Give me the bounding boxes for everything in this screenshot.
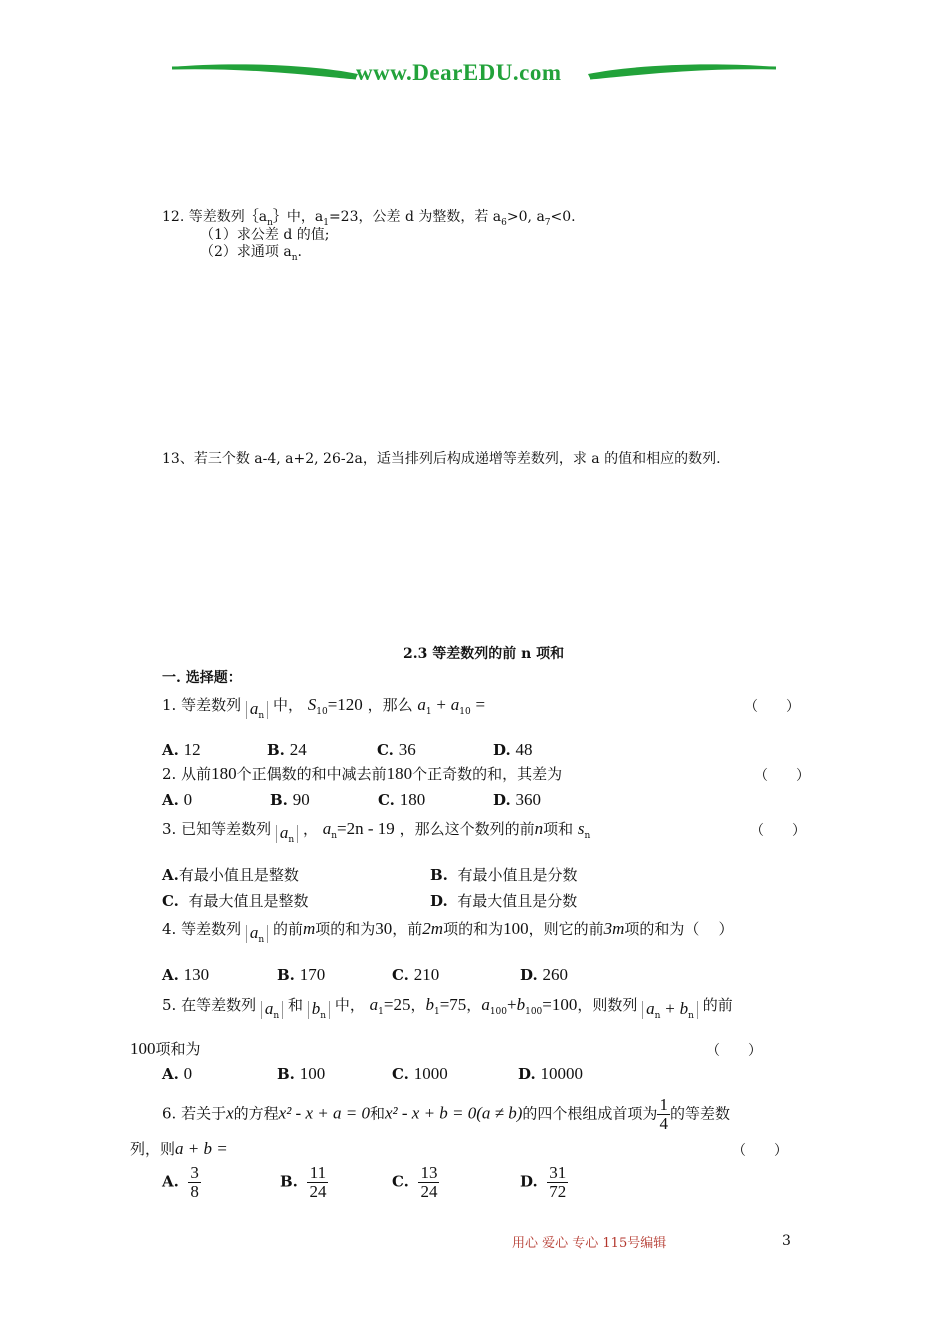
mc2-option-c[interactable]: C. 180 bbox=[378, 790, 426, 809]
question-12: 12. 等差数列$\{a_n\}$中，$a_1=23$，公差 d 为整数，若 $a_6>0$, $a_7<0$. bbox=[162, 209, 576, 228]
footer-slogan: 用心 爱心 专心 115号编辑 bbox=[512, 1236, 667, 1251]
mc4-option-c[interactable]: C. 210 bbox=[392, 965, 440, 984]
mc4-option-b[interactable]: B. 170 bbox=[277, 965, 326, 984]
mc3-option-b[interactable]: B. 有最小值且是分数 bbox=[430, 866, 578, 884]
mc1-option-c[interactable]: C. 36 bbox=[377, 740, 416, 759]
mc5-option-a[interactable]: A. 0 bbox=[162, 1064, 193, 1083]
mc-question-6-line-2: 列，则a + b = bbox=[130, 1139, 228, 1158]
mc5-option-b[interactable]: B. 100 bbox=[277, 1064, 326, 1083]
mc1-option-b[interactable]: B. 24 bbox=[267, 740, 307, 759]
mc6-option-b[interactable]: B. $\frac{11}{24}$ bbox=[280, 1163, 327, 1201]
mc1-option-a[interactable]: A. 12 bbox=[162, 740, 201, 759]
question-12-part-2: （2）求通项 $a_n$. bbox=[200, 244, 302, 263]
answer-paren-3: （ ） bbox=[750, 823, 806, 839]
mc-question-2: 2. 从前180个正偶数的和中减去前180个正奇数的和，其差为 bbox=[162, 764, 563, 783]
mc-question-3: 3. 已知等差数列 $a_n$ ， $a_n=2n - 19$ ，那么这个数列的前n项和 $s_n$ bbox=[162, 819, 591, 845]
mc-question-5-line-2: 100项和为 bbox=[130, 1039, 201, 1058]
mc-question-5: 5. 在等差数列 $a_n$ 和 $b_n$ 中， $a_1=25$，$b_1=75$，$a_{100}+b_{100}=100$，则数列 $a_n + b_n$ 的前 bbox=[162, 995, 733, 1021]
mc-question-6: 6. 若关于x的方程x² - x + a = 0和x² - x + b = 0(a ≠ b)的四个根组成首项为 $\frac{1}{4}$ 的等差数 bbox=[162, 1095, 730, 1133]
mc6-option-d[interactable]: D. $\frac{31}{72}$ bbox=[520, 1163, 567, 1201]
answer-paren-5: （ ） bbox=[706, 1043, 762, 1059]
mc4-option-a[interactable]: A. 130 bbox=[162, 965, 210, 984]
mc6-option-a[interactable]: A. $\frac{3}{8}$ bbox=[162, 1163, 199, 1201]
page-number: 3 bbox=[782, 1233, 791, 1249]
mc-question-4: 4. 等差数列 $a_n$ 的前m项的和为30，前2m项的和为100，则它的前3m项的和为（ ） bbox=[162, 919, 734, 945]
mc1-option-d[interactable]: D. 48 bbox=[493, 740, 533, 759]
mc5-option-d[interactable]: D. 10000 bbox=[518, 1064, 583, 1083]
mc3-option-d[interactable]: D. 有最大值且是分数 bbox=[430, 892, 578, 910]
mc2-option-b[interactable]: B. 90 bbox=[270, 790, 310, 809]
mc3-option-c[interactable]: C. 有最大值且是整数 bbox=[162, 892, 309, 910]
mc4-option-d[interactable]: D. 260 bbox=[520, 965, 568, 984]
answer-paren-6: （ ） bbox=[732, 1143, 788, 1159]
site-logo-text: www.DearEDU.com bbox=[356, 60, 562, 85]
mc2-option-d[interactable]: D. 360 bbox=[493, 790, 541, 809]
mc2-option-a[interactable]: A. 0 bbox=[162, 790, 193, 809]
mc6-option-c[interactable]: C. $\frac{13}{24}$ bbox=[392, 1163, 438, 1201]
section-subtitle: 一. 选择题： bbox=[162, 670, 242, 686]
mc-question-1: 1. 等差数列 $a_n$ 中， $S_{10}=120$ ，那么 $a_1 + a_{10}$ = bbox=[162, 695, 486, 721]
fraction-first-term: $\frac{1}{4}$ bbox=[659, 1095, 668, 1133]
answer-paren-1: （ ） bbox=[744, 699, 800, 715]
mc3-option-a[interactable]: A.有最小值且是整数 bbox=[162, 866, 299, 884]
section-title: 2.3 等差数列的前 n 项和 bbox=[403, 646, 565, 662]
question-12-part-1: （1）求公差 d 的值; bbox=[200, 227, 330, 243]
answer-paren-2: （ ） bbox=[754, 768, 810, 784]
question-13: 13、若三个数 a-4, a+2, 26-2a，适当排列后构成递增等差数列，求 a 的值和相应的数列. bbox=[162, 451, 721, 467]
mc5-option-c[interactable]: C. 1000 bbox=[392, 1064, 448, 1083]
